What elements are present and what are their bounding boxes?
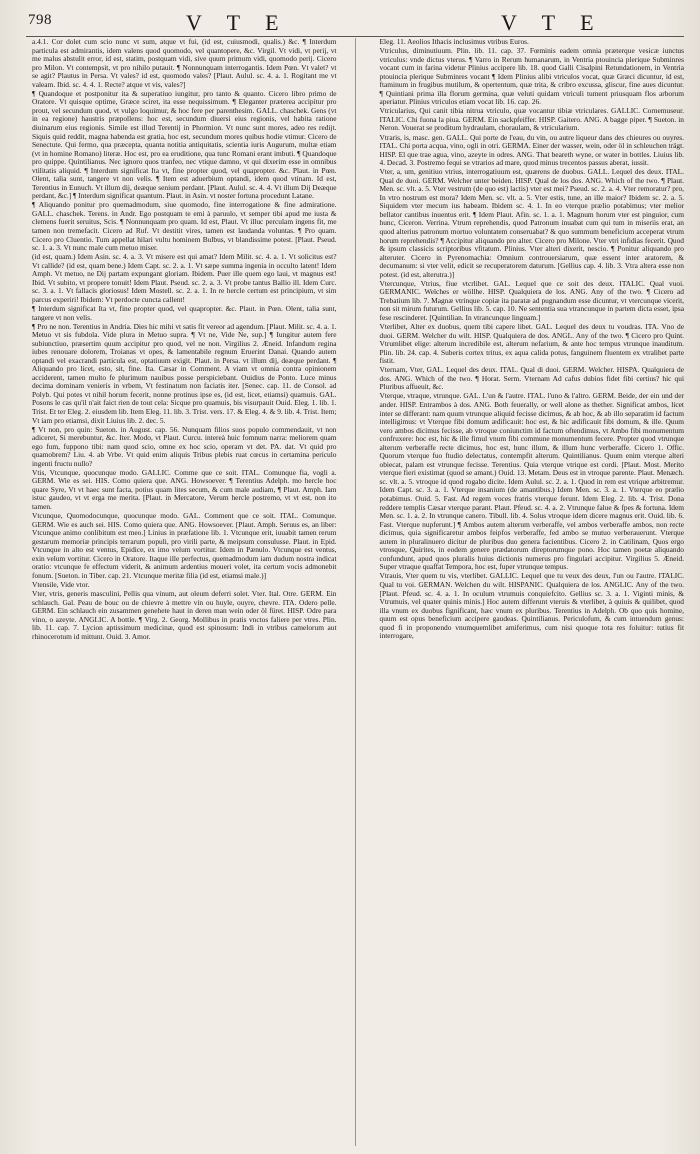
- page-header: [26, 10, 684, 37]
- entry: Vtercunque, Vtrius, fiue vtcrlibet. GAL. Lequel que ce soit des deux. ITALIC. Qual vuoi. GERMANIC. Welches er wöllhe. HISP. Qualquiera de los. ANG. Any of the two. ¶ Cicero ad Trebatium lib. 7. Magnæ vtrinque copiæ ita paratæ ad pugnandum esse dicuntur, vt vtercunque vicerit, non sit mirum futurum. Gellius lib. 5. cap. 10. Ne sententia sua vtrancunque in partem dicta esset, ipsa fese rescinderet. [Quintilian. In vtrancunque linguam.]: [379, 278, 684, 322]
- entry: Vtensile, Vide vtor.: [32, 579, 90, 589]
- entry: Vterque, vtraque, vtrunque. GAL. L'un & l'autre. ITAL. l'uno & l'altro. GERM. Beide, der ein und der ander. HISP. Entrambos à dos. ANG. Both feuerally, or well alone as thether. Significat ambos, licet inter se differant: nam quum vtrunque aliquid fecisse dicimus, & ab hoc, & ab illo separatim id factum intelligimus: vt Vterque fibi domum ædificauit: hoc est, & hic ædificauit fibi domum, & ille. Quum vero ambos dicimus fecisse, ab vtroque coniunctim id factum oftendimus, vt Ambo fibi monumentum confruxere: hoc est, hic & ille fimul vnum fibi commune monumentum fecere. Propter quod vtrunque alterum verberaffe recte dicimus, hoc est, hunc illum, & illum hunc verberaffe. Cicero 1. Offic. Quorum vterque fuo ftudio delectatus, contempfit alterum. Quintilianus. Quum enim vterque alteri obiecat, palam est vtrunque fecisse. Terentius. Quia vterque vtrique est cordi. [Plaut. Most. Merito vterque fieri existimat (quod se amant.) Ouid. 13. Metam. Deus est in vtroque parente. Plaut. Menæch. sc. vlt. a. 5. vtroque id quod rogabo dicite. Idem Aulul. sc. 2. a. 1. Quod in rem est vtrique arbitremur. Idem Capt. sc. 3. a. 1. Vterque insanium (de amantibus.) Idem Men. sc. 3. a. 1. Vterque eo prælio potabimus. Ouid. 5. Fast. Ad regem voces fratris vterque ferunt. Idem Eleg. 2. lib. 4. Trist. Dona reddere templis Cæsar vterque parant. Plaut. Pfeud. sc. 4. a. 2. Vtrunque falue & fpes & fortuna. Idem Men. sc. 1. a. 2. In vtrunque canero. Tibull. lib. 4. Solus vtroque idem dicere magnus erit. Ouid. lib. 6. Fast. Vterque nupferunt.] ¶ Ambos autem alterum verberaffe, vel ambos verberaffe ambos, non recte dicimus, quia significaretur ambos feipfos verberaffe, fed ambo se mutuo verberauerunt. Vterque autem in pluralinuero dicitur de pluribus duo genera facientibus. Cicero 2. in Catilinam, Quos ergo vtrosque, Quirites, in eodem genere prædatorum direptorumque pono. Hoc tamen poetæ aliquando confundunt, apud quos pluralis huius dictionis numerus pro fingulari accipitur. Virgilius 5. Æneid. Super vtraque quaffat Tempora, hoc est, fuper vtrunque tempus.: [379, 391, 684, 572]
- entry: ¶ Pro ne non. Terentius in Andria. Dies hic mihi vt satis fit vereor ad agendum. [Plaut. Milit. sc. 4. a. 1. Metuo vt sis fubdola. Vide plura in Metuo supra. ¶ Vt ne, Vide Ne, sup.] ¶ Iungitur autem fere subiunctiuo, præsertim quum accipitur pro quod, vel ne non. Virgilius 2. Æneid. Infandum regina iubes renouare dolorem, Troianas vt opes, & lamentabile regnum Eruerint Danai. Quando autem optandi vel exacrandi particula est, optatiuum exigit. Plaut. in Persa. vt illum dij, deæque perdant. ¶ Aliquando pro licet, esto, sit, fine. Ita. Cæsar in Comment. A viam vt omnia contra opinionem acciderent, tamen multo fe plurimum nauibus posse perspiciebant. Ouidius de Ponto. Luce minus decima dominam venieris in vrbem, Vt festinatum non faciatis iter. [Senec. cap. 11. de Consol. ad Polyb. Qui potes vt nihil horum fecerit, nonne protinus ipse es, (id est, licet, etiamsi) quamuis. GAL. Posons le cas qu'il n'ait faict rien de tout cela: Sicque pro quamuis, bis visurpauit Ouid. Eleg. 1. lib. 1. Trist. Et ter Eleg. 2. eiusdem lib. Item Eleg. 11. lib. 3. Trist. vers. 17. & Eleg. 4. & 9. lib. 4. Trist. Item; Vt iam pro etiamsi, dixit Liuius lib. 2. dec. 5.: [32, 321, 337, 425]
- entry: Eleg. 11. Aeolios Ithacis inclusimus vtribus Euros.: [379, 38, 529, 46]
- entry: Vtcunque, Quomodocunque, quocunque modo. GAL. Comment que ce soit. ITAL. Comunque. GERM. Wie es auch sei. HIS. Como quiera que. ANG. Howsoever. [Plaut. Amph. Seruus es, an liber: Vtcunque animo conlibitum est meo.] Linius in præfatione lib. 1. Vtcunque erit, iuuabit tamen rerum gestarum memoriæ principis terrarum populi, pro virili parte, & meipsum consulusse. Plaut. in Epid. Vtcunque in alto est ventus, Epidice, ex imo velum vortitur. Idem in Pænulo. Vtcunque est ventus, exin velum vortitur. Cicero in Oratore. Itaque ille perfectus, quemadmodum iam dudum nostra indicat oratio: vtcunque fe effectum viderit, & animum ardentius moueri volet, ita certum vocis admonebit fonum. [Sueton. in Tiber. cap. 21. Vtcunque meritæ filia (id est, etiamsi male.)]: [32, 511, 337, 580]
- entry: ¶ Interdum significat Ita vt, fine propter quod, vel quapropter. &c. Plaut. in Pœn. Olent, talia sunt, tangere vt non velis.: [32, 303, 337, 322]
- right-column: [374, 38, 685, 1146]
- text-columns: [26, 38, 684, 1146]
- entry: Vtriculus, diminutiuum. Plin. lib. 11. cap. 37. Fœminis eadem omnia præterque vesicæ iunctus vtriculus: vnde dictus vterus. ¶ Varro in Rerum humanarum, in Ventria ptouincia plerique Subminres vocant cum in farina videtur Plinius accipere lib. 18. quod Galli Cisalpini Retundationem, in Ventria ptouincia plerique Subminres vocant ¶ Idem Plinius alibi vtriculos vocat, quæ Græci dicuntur, id est, ftaminum in frugibus mutilum, & opertentum, quæ trita, & cribro excussa, gliscur, fine aues dicuntur. ¶ Quintiani prima illa florum germina, quæ veluti quidam vtriculi tument priusquam flos arborum aperiatur. Plinius vtriculos etiam vocat lib. 16. cap. 26.: [379, 46, 684, 107]
- entry: Vter, vtris, generis masculini, Pellis qua vinum, aut oleum deferri solet. Vter. Ital. Otre. GERM. Ein schlauch. Gal. Peau de bouc ou de chievre à mettre vin ou huyle, ouyre, chevre. ITA. Odero pelle. GERM. Ein schlauch ein zusammen genehete haut in deren man wein oder öl füret. HISP. Odre para vino, o azeyte. ANGLIC. A bottle. ¶ Virg. 2. Georg. Mollibus in pratis vnctos faliere per vtres. Plin. lib. 11. cap. 7. Lycion aptissimum medicinæ, quod est spinosum: Indi in vtribus camelorum aut rhinocerotum id mittunt. Ouid. 3. Amor.: [32, 589, 337, 641]
- column-divider: [355, 38, 356, 1146]
- entry: ¶ Quandoque et postponitur ita & superatiuo iungitur, pro tanto & quanto. Cicero libro primo de Oratore. Vt quisque optime, Græce sciret, ita esse nequissimum. ¶ Eleganter præterea accipitur pro prout, vel secundum quod, vt vulgo loquimur, & hoc fere per parenthesim. GALL. chaschek. Gens (vt in ea regione) haustris præpollens: hoc est, secundum diuersi eius regionis, vel habita ratione diuinarum eius regionis. Simile est illud Terentij in Phormion. Vt nunc sunt mores, adeo res redijt. Siquis quid reddit, magna habenda est gratia, hoc est, secundum mores quibus hodie vtimur. Cicero de Senectute. Qui fermo, qua præcepta, quanta notitia antiquitatis, scientia iuris Augurum, multæ etiam (vt in homine Romano) literæ. Hoc est, pro ea eruditione, qua tunc Romani erant imbuti. ¶ Quandoque pro quippe. Quintilianus. Nec ignoro quos tranfeo, nec vtique damno, vt qui dixerim esse in omnibus vtilitatis aliquid. ¶ Interdum significat Ita vt, fine propter quod, vel quapropter. &c. Plaut. in Pœn. Olent, talia sunt, tangere vt non velis. ¶ Item est aduerbium optandi, idem quod vtinam. Id est, Terentius in Eunuch. Vt illum dij, deæque senium perdant. [Plaut. Aulul. sc. 4. 4. Vt illum Dij Deæque perdant, &c.] ¶ Interdum significat quantum. Plaut. in Asin. vt noster fortuna procedunt Latane.: [32, 88, 337, 201]
- page-number: 798: [28, 12, 52, 28]
- left-column: [26, 38, 337, 1146]
- running-head-left: V T E: [186, 10, 289, 35]
- entry: Vtis, Vtcunque, quocunque modo. GALLIC. Comme que ce soit. ITAL. Comunque fia, vogli a. GERM. Wie es sei. HIS. Como quiera que. ANG. Howsoever. ¶ Terentius Adelph. mo hercle hoc quare Syre, Vt vt haec sunt facta, potius quam lites secum, & cum male audiam, ¶ Plaut. Amph. Iam istuc gaudeo, vt vt erga me merita. [Plaut. in Mercatore, Verum hercle postremo, vt vt est, non ito tamen.: [32, 467, 337, 512]
- entry: Vter, a, um, genitiuo vtrius, interrogatiuum est, quærens de duobus. GALL. Lequel des deux. ITAL. Qual de duoi. GERM. Welcher unter beiden. HISP. Qual de los dos. ANG. Which of the two. ¶ Plaut. Men. sc. vlt. a. 5. Vter vestrum (de quo est) lactis) vter est mei? Pseud. sc. 2. a. 4. Vter remoratur? pro, In vtro nostrum est mora? Idem Men. sc. vlt. a. 5. Vter estis, tune, an ille maior? Ibidem sc. 2. a. 5. Siquidem vter mecum ius habeam. Ibidem sc. 4. 1. In eo vterque prælio potabimus; vter melior bellator cantibus inuentus erit. ¶ Idem Plaut. Afin. sc. 1. a. 1. Magnum horum vter est pinguior, cum hunc, Ciceron. Verrina. Vtrum reprehendis, quod Patronum inuabat cum qui tum in miseriis erat, an quod alterius patronum mortuo voluntatem conseruabat? & quo summum beneficium acceperat vtrum horum reprehendis? ¶ Accipitur aliquando pro alter. Cicero pro Milone. Vter vtri infidias fecerit. Quod & ipsum classicis scriptoribus vfitatum. Plinius. Vter alteri dixerit, nescio. ¶ Ponitur aliquando pro alteruter. Cicero in Pyrenomachia: Omnium controuersiarum, quæ essent inter aratorem, & decumanum: si vter velit, edicit se recuperatorem daturum. [Gellius cap. 4. lib. 3. Vtra altera esse non potest. (id est, alterutra.)]: [379, 167, 684, 279]
- entry: (id est, quam.) Idem Asin. sc. 4. a. 3. Vt misere est qui amat? Idem Milit. sc. 4. a. 1. Vt solicitus est? Vt callide? (id est, quam bene.) Idem Capt. sc. 2. a. 1. Vt sæpe summa ingenia in occulto latent! Idem Amph. Vt metuo, ne Dij partam expungant gloriam. Ibidem. Puer ille quem ego laui, vt magnus est! Ibid. Vt subito, vt propere tonuit! Idem Plaut. Pseud. sc. 2. a. 3. Vt probe tantus Ballio ill. Idem Curc. sc. 3. a. 1. Vt fallacis gloriosus! Idem Mostell. sc. 2. a. 1. In re hercle certum est principium, vt sim parcus experiri! Ibidem: Vt perdocte cuncta callent!: [32, 252, 337, 304]
- entry: Vternam, Vter, GAL. Lequel des deux. ITAL. Qual di duoi. GERM. Welcher. HISPA. Qualquiera de dos. ANG. Which of the two. ¶ Horat. Serm. Vternam Ad cafus dubios fidet fibi certius? hic qui Pluribus affueuit, &c.: [379, 365, 684, 392]
- entry: Vterlibet, Alter ex duobus, quem tibi capere libet. GAL. Lequel des deux tu voudras. ITA. Vno de duoi. GERM. Welcher du wilt. HISP. Qualquiera de dos. ANGL. Any of the two. ¶ Cicero pro Quint. Vtrumlibet elige: alterum incredibile est, alterum nefarium, & ante hoc tempus vtrunque inauditum. Plin. lib. 24. cap. 4. Suberis cortex tritus, ex aqua calida potus, fanguinem fluentem ex vtralibet parte fistit.: [379, 322, 684, 366]
- running-head-right: V T E: [501, 10, 604, 35]
- entry: ¶ Vt non, pro quin: Sueton. in August. cap. 56. Nunquam filios suos populo commendauit, vt non adiceret, Si merebuntur, &c. Iter. Modo, vt Plaut. Curcu. intereà huic fomnum narra: meliorem quam ego fum, fuppono tibi: nam quod scio, omne ex hoc scio, operam vt det. PA. dat. Vt quid pro quamobrem? Liu. 4. ab Vrbe. Vt quid enim aliquis Tribus plebis ruat cœcus in certamina periculo ingenti fructu nullo?: [32, 424, 337, 468]
- entry: a.4.1. Cor dolet cum scio nunc vt sum, atque vt fui, (id est, cuiusmodi, qualis.) &c. ¶ Interdum particula est admirantis, idem valens quod quomodo, vel quantopere, &c. Virgil. Vt vidi, vt perij, vt me malus abstulit error, id est, statim, postquam vidi, sive quum primum vidi, quomodo perij. Cicero pro Milon. Vt contempsit, vt pro nihilo putauit. ¶ Nonnunquam interrogantis. Idem Pœn. Vt valet? vt se agit? Plautus in Persa. Vt vales? id est, quomodo vales? [Plaut. Aulul. sc. 4. a. 1. Rogitant me vt valeam. Ibid. sc. 4. 4. 1. Recte? atque vt vis, vales?]: [32, 38, 337, 89]
- entry: ¶ Aliquando ponitur pro quemadmodum, siue quomodo, fine interrogatione & fine admiratione. GALL. chaschek. Terens. in Andr. Ego postquam te emi à paruulo, vt semper tibi apud me iusta & clemens fuerit seruitus, Scis. ¶ Nonnunquam pro quam. Id est, Plaut. Vt illuc perculam ingens fit, me tamen non tremefacit. Cicero ad Ruf. Vt destitit vires, tamen est laudanda voluntas. ¶ Pro quam. Cicero pro Cluentio. Tum appellat hilari vultu hominem Bulbus, vt blandissime potest. [Plaut. Pseud. sc. 1. a. 3. Vt nunc male cum metuo miser.: [32, 200, 337, 253]
- entry: Vtricularius, Qui canit tibia nitrua vtriculo, quæ vocantur tibiæ vtriculares. GALLIC. Cornemuseur. ITALIC. Chi fuona la piua. GERM. Ein sackpfeiffer. HISP. Gaitero. ANG. A bagge piper. ¶ Sueton. in Neron. Vouerat se proditum hydraulam, choraulam, & vtricularium.: [379, 106, 684, 133]
- entry: Vtraris, is, masc. gen. GALL. Qui porte de l'eau, du vin, ou autre liqueur dans des chieures ou ouyres. ITAL. Chi porta acqua, vino, ogli in otri. GERMA. Einer der wasser, wein, oder öl in schleuchen trägt. HISP. El que trae agua, vino, azeyte in odres. ANG. That beareth wyne, or water in bottles. Liuius lib. 4. Decad. 3. Postremo fequi se vtrarios ad mare, quod minus trecentos passus aberat, iussit.: [379, 132, 684, 168]
- entry: Vtrauis, Vter quem tu vis, vterlibet. GALLIC. Lequel que tu veux des deux, l'un ou l'autre. ITALIC. Qual tu voi. GERMAN. Welchen du wilt. HISPANIC. Qualquiera de los. ANGLIC. Any of the two. [Plaut. Pfeud. sc. 4. a. 1. In oculum vtrumuis conquiefcito. Gellius sc. 3. a. 1. Viginti minis, & Vtrumuis, vel quater quinis minis.] Hoc autem differunt vteruis & vterlibet, à quiuis & quilibet, quod illa vnum ex duobus fignificant, hæc vnum ex pluribus. Terentius in Adelph. Ob quo quis homine, quum est opus beneficium accipere gaudeas. Quintilianus. Periculofum, & cum intuendum genus: quod fi in proponendo vnumquemlibet amiferimus, cum nisi quoque tota res foluitur: tutius fit interrogare,: [379, 571, 684, 641]
